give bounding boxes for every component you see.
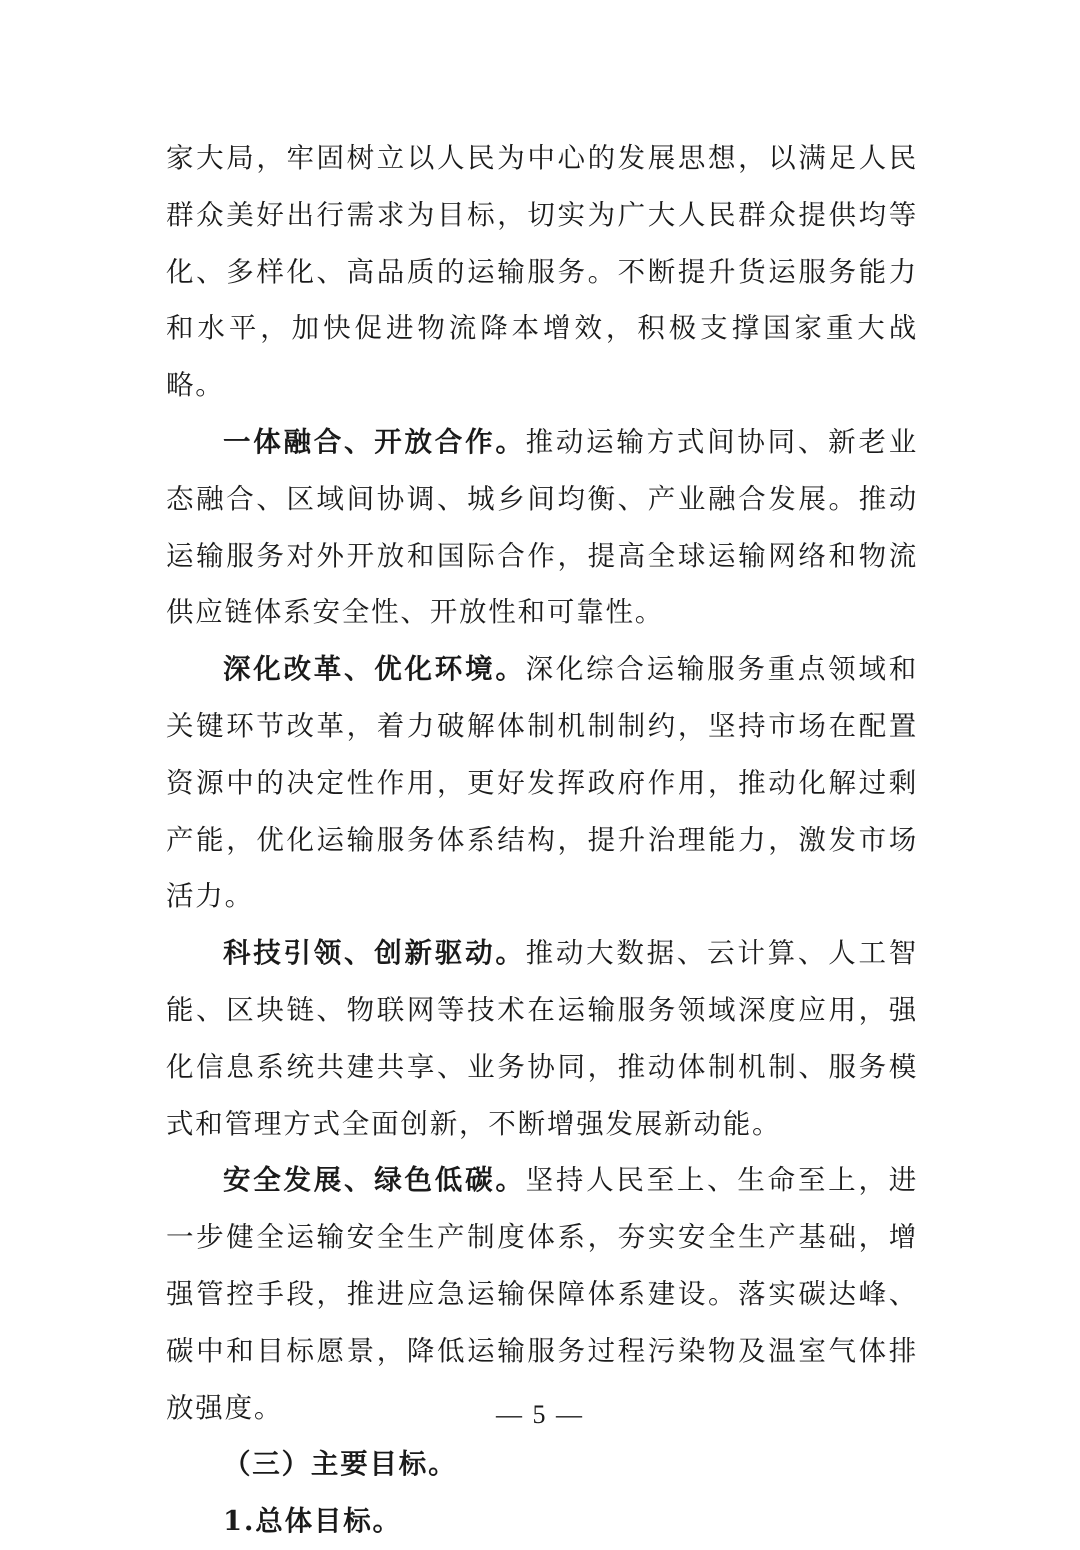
paragraph-integration-cooperation bbox=[166, 414, 918, 641]
paragraph-text: 推动运输方式间协同、新老业态融合、区域间协调、城乡间均衡、产业融合发展。推动运输服务对外开放和国际合作，提高全球运输网络和物流供应链体系安全性、开放性和可靠性。 bbox=[166, 425, 918, 629]
paragraph-safety-green bbox=[166, 1152, 918, 1436]
paragraph-technology-innovation bbox=[166, 925, 918, 1152]
paragraph-text: 家大局，牢固树立以人民为中心的发展思想，以满足人民群众美好出行需求为目标，切实为广大人民群众提供均等化、多样化、高品质的运输服务。不断提升货运服务能力和水平，加快促进物流降本增效，积极支撑国家重大战略。 bbox=[166, 142, 918, 402]
paragraph-reform-environment bbox=[166, 641, 918, 925]
body-text bbox=[166, 130, 918, 1550]
page-number: — 5 — bbox=[496, 1400, 584, 1429]
paragraph-text: 坚持人民至上、生命至上，进一步健全运输安全生产制度体系，夯实安全生产基础，增强管控手段，推进应急运输保障体系建设。落实碳达峰、碳中和目标愿景，降低运输服务过程污染物及温室气体排放强度。 bbox=[166, 1164, 918, 1424]
paragraph-lead: 一体融合、开放合作。 bbox=[223, 425, 526, 458]
subsection-heading-overall-goals: 1.总体目标。 bbox=[223, 1505, 402, 1538]
paragraph-lead: 科技引领、创新驱动。 bbox=[223, 937, 526, 970]
paragraph-text: 深化综合运输服务重点领域和关键环节改革，着力破解体制机制制约，坚持市场在配置资源中的决定性作用，更好发挥政府作用，推动化解过剩产能，优化运输服务体系结构，提升治理能力，激发市场活力。 bbox=[166, 653, 918, 913]
paragraph-lead: 深化改革、优化环境。 bbox=[223, 653, 526, 686]
section-heading-main-goals: （三）主要目标。 bbox=[223, 1448, 458, 1481]
paragraph-lead: 安全发展、绿色低碳。 bbox=[223, 1164, 526, 1197]
paragraph-text: 推动大数据、云计算、人工智能、区块链、物联网等技术在运输服务领域深度应用，强化信息系统共建共享、业务协同，推动体制机制、服务模式和管理方式全面创新，不断增强发展新动能。 bbox=[166, 937, 918, 1140]
paragraph-continuation bbox=[166, 130, 918, 414]
